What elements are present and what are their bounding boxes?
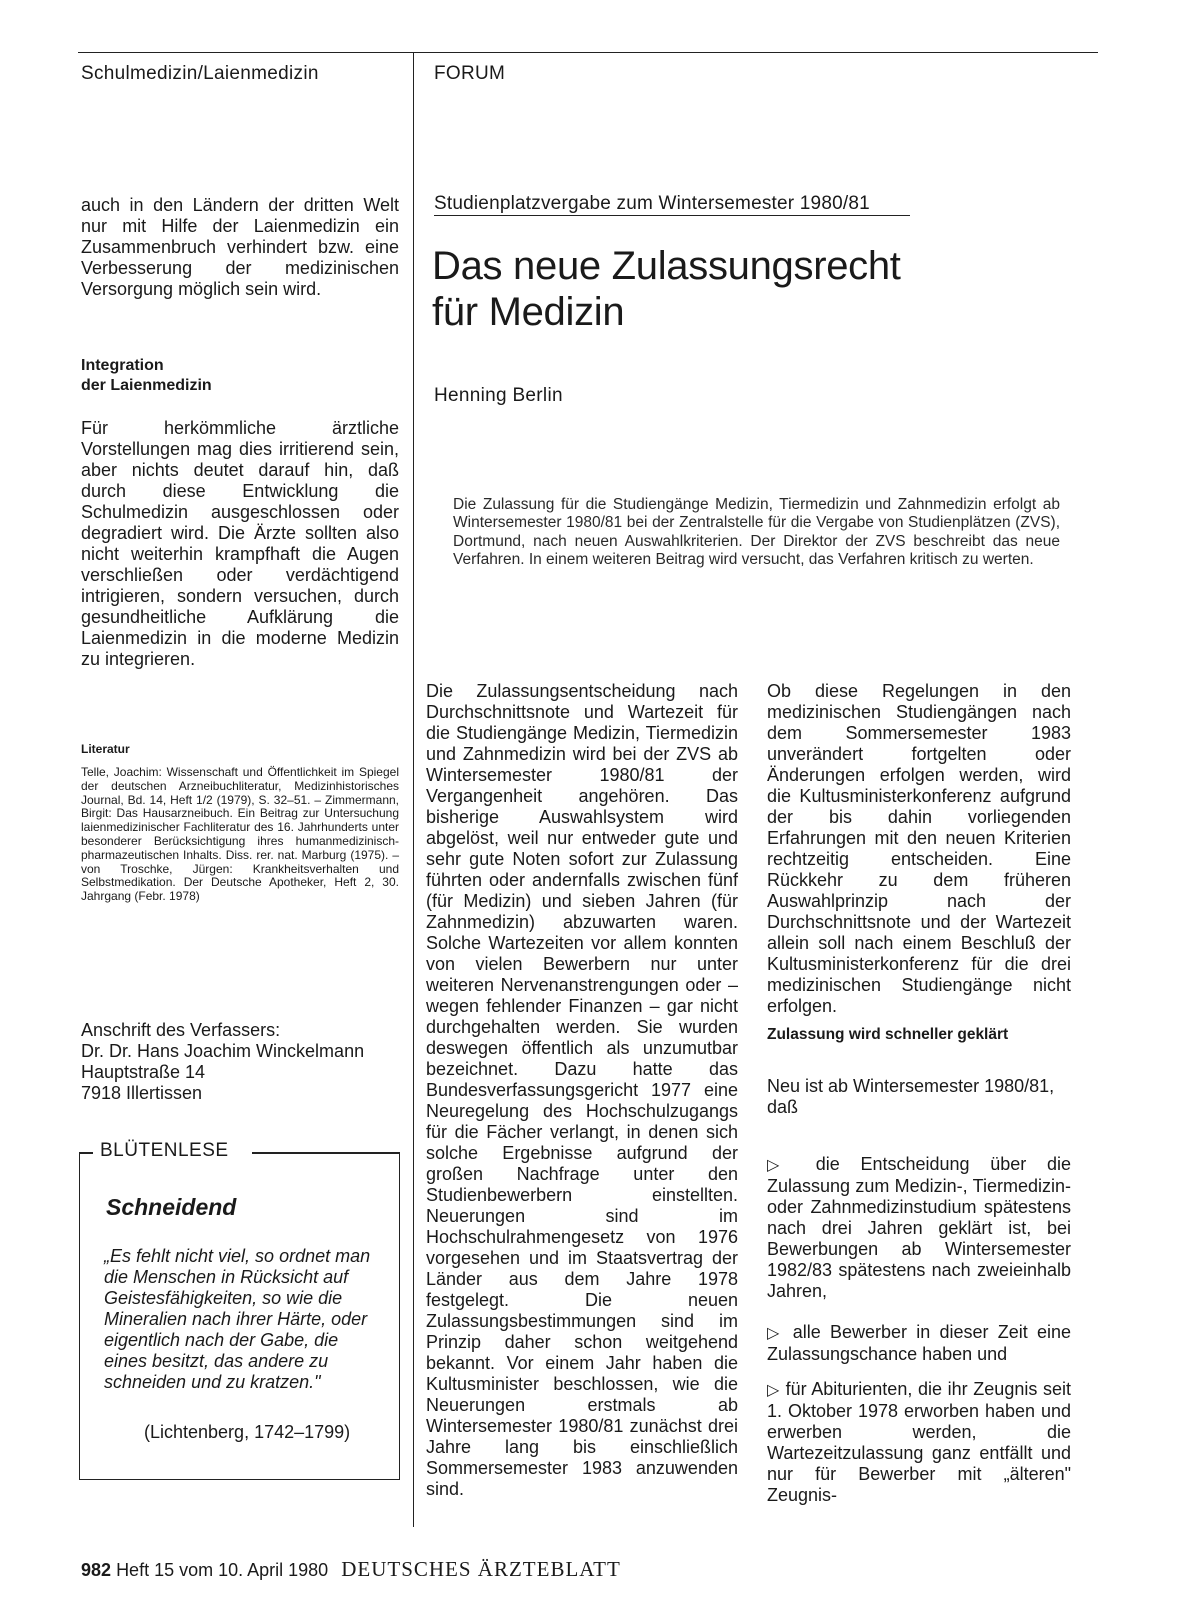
article-author: Henning Berlin xyxy=(434,385,563,406)
top-rule xyxy=(78,52,1098,53)
box-title: Schneidend xyxy=(106,1194,237,1220)
section-heading-line: Integration xyxy=(81,357,164,374)
bullet-text: für Abiturienten, die ihr Zeugnis seit 1. Oktober 1978 erworben haben und erwerben werden, die Wartezeitzulassung ganz entfällt und nur für Bewerber mit „älteren" Zeugnis- xyxy=(767,1379,1071,1505)
article-headline xyxy=(432,243,1072,335)
literature-references: Telle, Joachim: Wissenschaft und Öffentlichkeit im Spiegel der deutschen Arzneibuchliteratur, Medizinhistorisches Journal, Bd. 14, Heft 1/2 (1979), S. 32–51. – Zimmermann, Birgit: Das Hausarzneibuch. Ein Beitrag zur Untersuchung laienmedizinischer Fachliteratur des 16. Jahrhunderts unter besonderer Berücksichtigung ihres humanmedizinisch-pharmazeutischen Inhalts. Diss. rer. nat. Marburg (1975). – von Troschke, Jürgen: Krankheitsverhalten und Selbstmedikation. Der Deutsche Apotheker, Heft 2, 30. Jahrgang (Febr. 1978) xyxy=(81,765,399,904)
section-header-right: FORUM xyxy=(434,63,506,84)
article-body-middle: Die Zulassungsentscheidung nach Durchschnittsnote und Wartezeit für die Studiengänge Medizin, Tiermedizin und Zahnmedizin wird bei der ZVS ab Wintersemester 1980/81 der Vergangenheit angehören. Das bisherige Auswahlsystem wird abgelöst, weil nur entweder gute und sehr gute Noten sofort zur Zulassung führten oder andernfalls zwischen fünf (für Medizin) und sieben Jahren (für Zahnmedizin) abzuwarten waren. Solche Wartezeiten vor allem konnten von vielen Bewerbern nur unter weiteren Nervenanstrengungen oder – wegen fehlender Finanzen – gar nicht durchgehalten werden. Sie wurden deswegen öffentlich als unzumutbar bezeichnet. Dazu hatte das Bundesverfassungsgericht 1977 eine Neuregelung des Hochschulzugangs für die Fächer verlangt, in denen sich solche Ergebnisse aufgrund der großen Nachfrage unter den Studienbewerbern einstellten. Neuerungen sind im Hochschulrahmengesetz von 1976 vorgesehen und im Staatsvertrag der Länder aus dem Jahre 1978 festgelegt. Die neuen Zulassungsbestimmungen sind im Prinzip daher schon weitgehend bekannt. Vor einem Jahr haben die Kultusminister beschlossen, wie die Neuerungen erstmals ab Wintersemester 1980/81 zunächst drei Jahre lang bis einschließlich Sommersemester 1983 anzuwenden sind. xyxy=(426,681,738,1499)
article-lead: Die Zulassung für die Studiengänge Medizin, Tiermedizin und Zahnmedizin erfolgt ab Wintersemester 1980/81 bei der Zentralstelle für die Vergabe von Studienplätzen (ZVS), Dortmund, nach neuen Auswahlkriterien. Der Direktor der ZVS beschreibt das neue Verfahren. In einem weiteren Beitrag wird versucht, das Verfahren kritisch zu werten. xyxy=(453,496,1060,569)
bullet-text: die Entscheidung über die Zulassung zum Medizin-, Tiermedizin- oder Zahnmedizinstudium spätestens nach drei Jahren geklärt ist, bei Bewerbungen ab Wintersemester 1982/83 spätestens nach zweieinhalb Jahren, xyxy=(767,1154,1071,1301)
headline-line: für Medizin xyxy=(432,290,625,334)
issue-info: Heft 15 vom 10. April 1980 xyxy=(116,1560,329,1580)
box-top-border xyxy=(79,1152,93,1154)
section-heading-line: der Laienmedizin xyxy=(81,377,212,394)
page-number: 982 xyxy=(81,1560,112,1580)
kicker-underline xyxy=(434,215,910,216)
section-heading-integration xyxy=(81,356,399,396)
subheading-zulassung: Zulassung wird schneller geklärt xyxy=(767,1026,1009,1043)
bullet-item xyxy=(767,1379,1071,1506)
bullet-item xyxy=(767,1154,1071,1302)
box-top-border xyxy=(252,1152,400,1154)
headline-line: Das neue Zulassungsrecht xyxy=(432,244,901,288)
address-name: Dr. Dr. Hans Joachim Winckelmann xyxy=(81,1041,365,1061)
integration-paragraph: Für herkömmliche ärztliche Vorstellungen mag dies irritierend sein, aber nichts deutet darauf hin, daß durch diese Entwicklung die Schulmedizin ausgeschlossen oder degradiert wird. Die Ärzte sollten also nicht weiterhin krampfhaft die Augen verschließen oder verdächtigend intrigieren, sondern versuchen, durch gesundheitliche Aufklärung die Laienmedizin in die moderne Medizin zu integrieren. xyxy=(81,418,399,669)
column-divider xyxy=(413,52,414,1527)
quote-source: (Lichtenberg, 1742–1799) xyxy=(144,1422,351,1442)
left-intro-paragraph: auch in den Ländern der dritten Welt nur mit Hilfe der Laienmedizin ein Zusammenbruch verhindert bzw. eine Verbesserung der medizinischen Versorgung möglich sein wird. xyxy=(81,195,399,299)
article-kicker: Studienplatzvergabe zum Wintersemester 1980/81 xyxy=(434,193,870,214)
bullet-text: alle Bewerber in dieser Zeit eine Zulassungschance haben und xyxy=(767,1322,1071,1364)
literature-heading: Literatur xyxy=(81,742,130,756)
page-footer xyxy=(81,1557,621,1582)
article-body-right: Ob diese Regelungen in den medizinischen Studiengängen nach dem Sommersemester 1983 unverändert fortgelten oder Änderungen erfolgen werden, wird die Kultusministerkonferenz aufgrund der bis dahin vorliegenden Erfahrungen mit den neuen Kriterien rechtzeitig entscheiden. Eine Rückkehr zu dem früheren Auswahlprinzip nach der Durchschnittsnote und der Wartezeit allein soll nach einem Beschluß der Kultusministerkonferenz für die drei medizinischen Studiengänge nicht erfolgen. xyxy=(767,681,1071,1016)
triangle-bullet-icon: ▷ xyxy=(767,1382,780,1399)
address-label: Anschrift des Verfassers: xyxy=(81,1020,281,1040)
section-header-left: Schulmedizin/Laienmedizin xyxy=(81,63,319,84)
box-label: BLÜTENLESE xyxy=(100,1140,229,1161)
journal-name: DEUTSCHES ÄRZTEBLATT xyxy=(341,1557,621,1581)
address-city: 7918 Illertissen xyxy=(81,1083,203,1103)
box-quote: „Es fehlt nicht viel, so ordnet man die Menschen in Rücksicht auf Geistesfähigkeiten, so wie die Mineralien nach ihrer Härte, oder eigentlich nach der Gabe, die eines besitzt, das andere zu schneiden und zu kratzen." xyxy=(104,1246,371,1392)
article-paragraph: Neu ist ab Wintersemester 1980/81, daß xyxy=(767,1076,1055,1117)
triangle-bullet-icon: ▷ xyxy=(767,1325,784,1342)
address-street: Hauptstraße 14 xyxy=(81,1062,206,1082)
bullet-item xyxy=(767,1322,1071,1365)
triangle-bullet-icon: ▷ xyxy=(767,1157,796,1174)
author-address xyxy=(81,1020,399,1104)
